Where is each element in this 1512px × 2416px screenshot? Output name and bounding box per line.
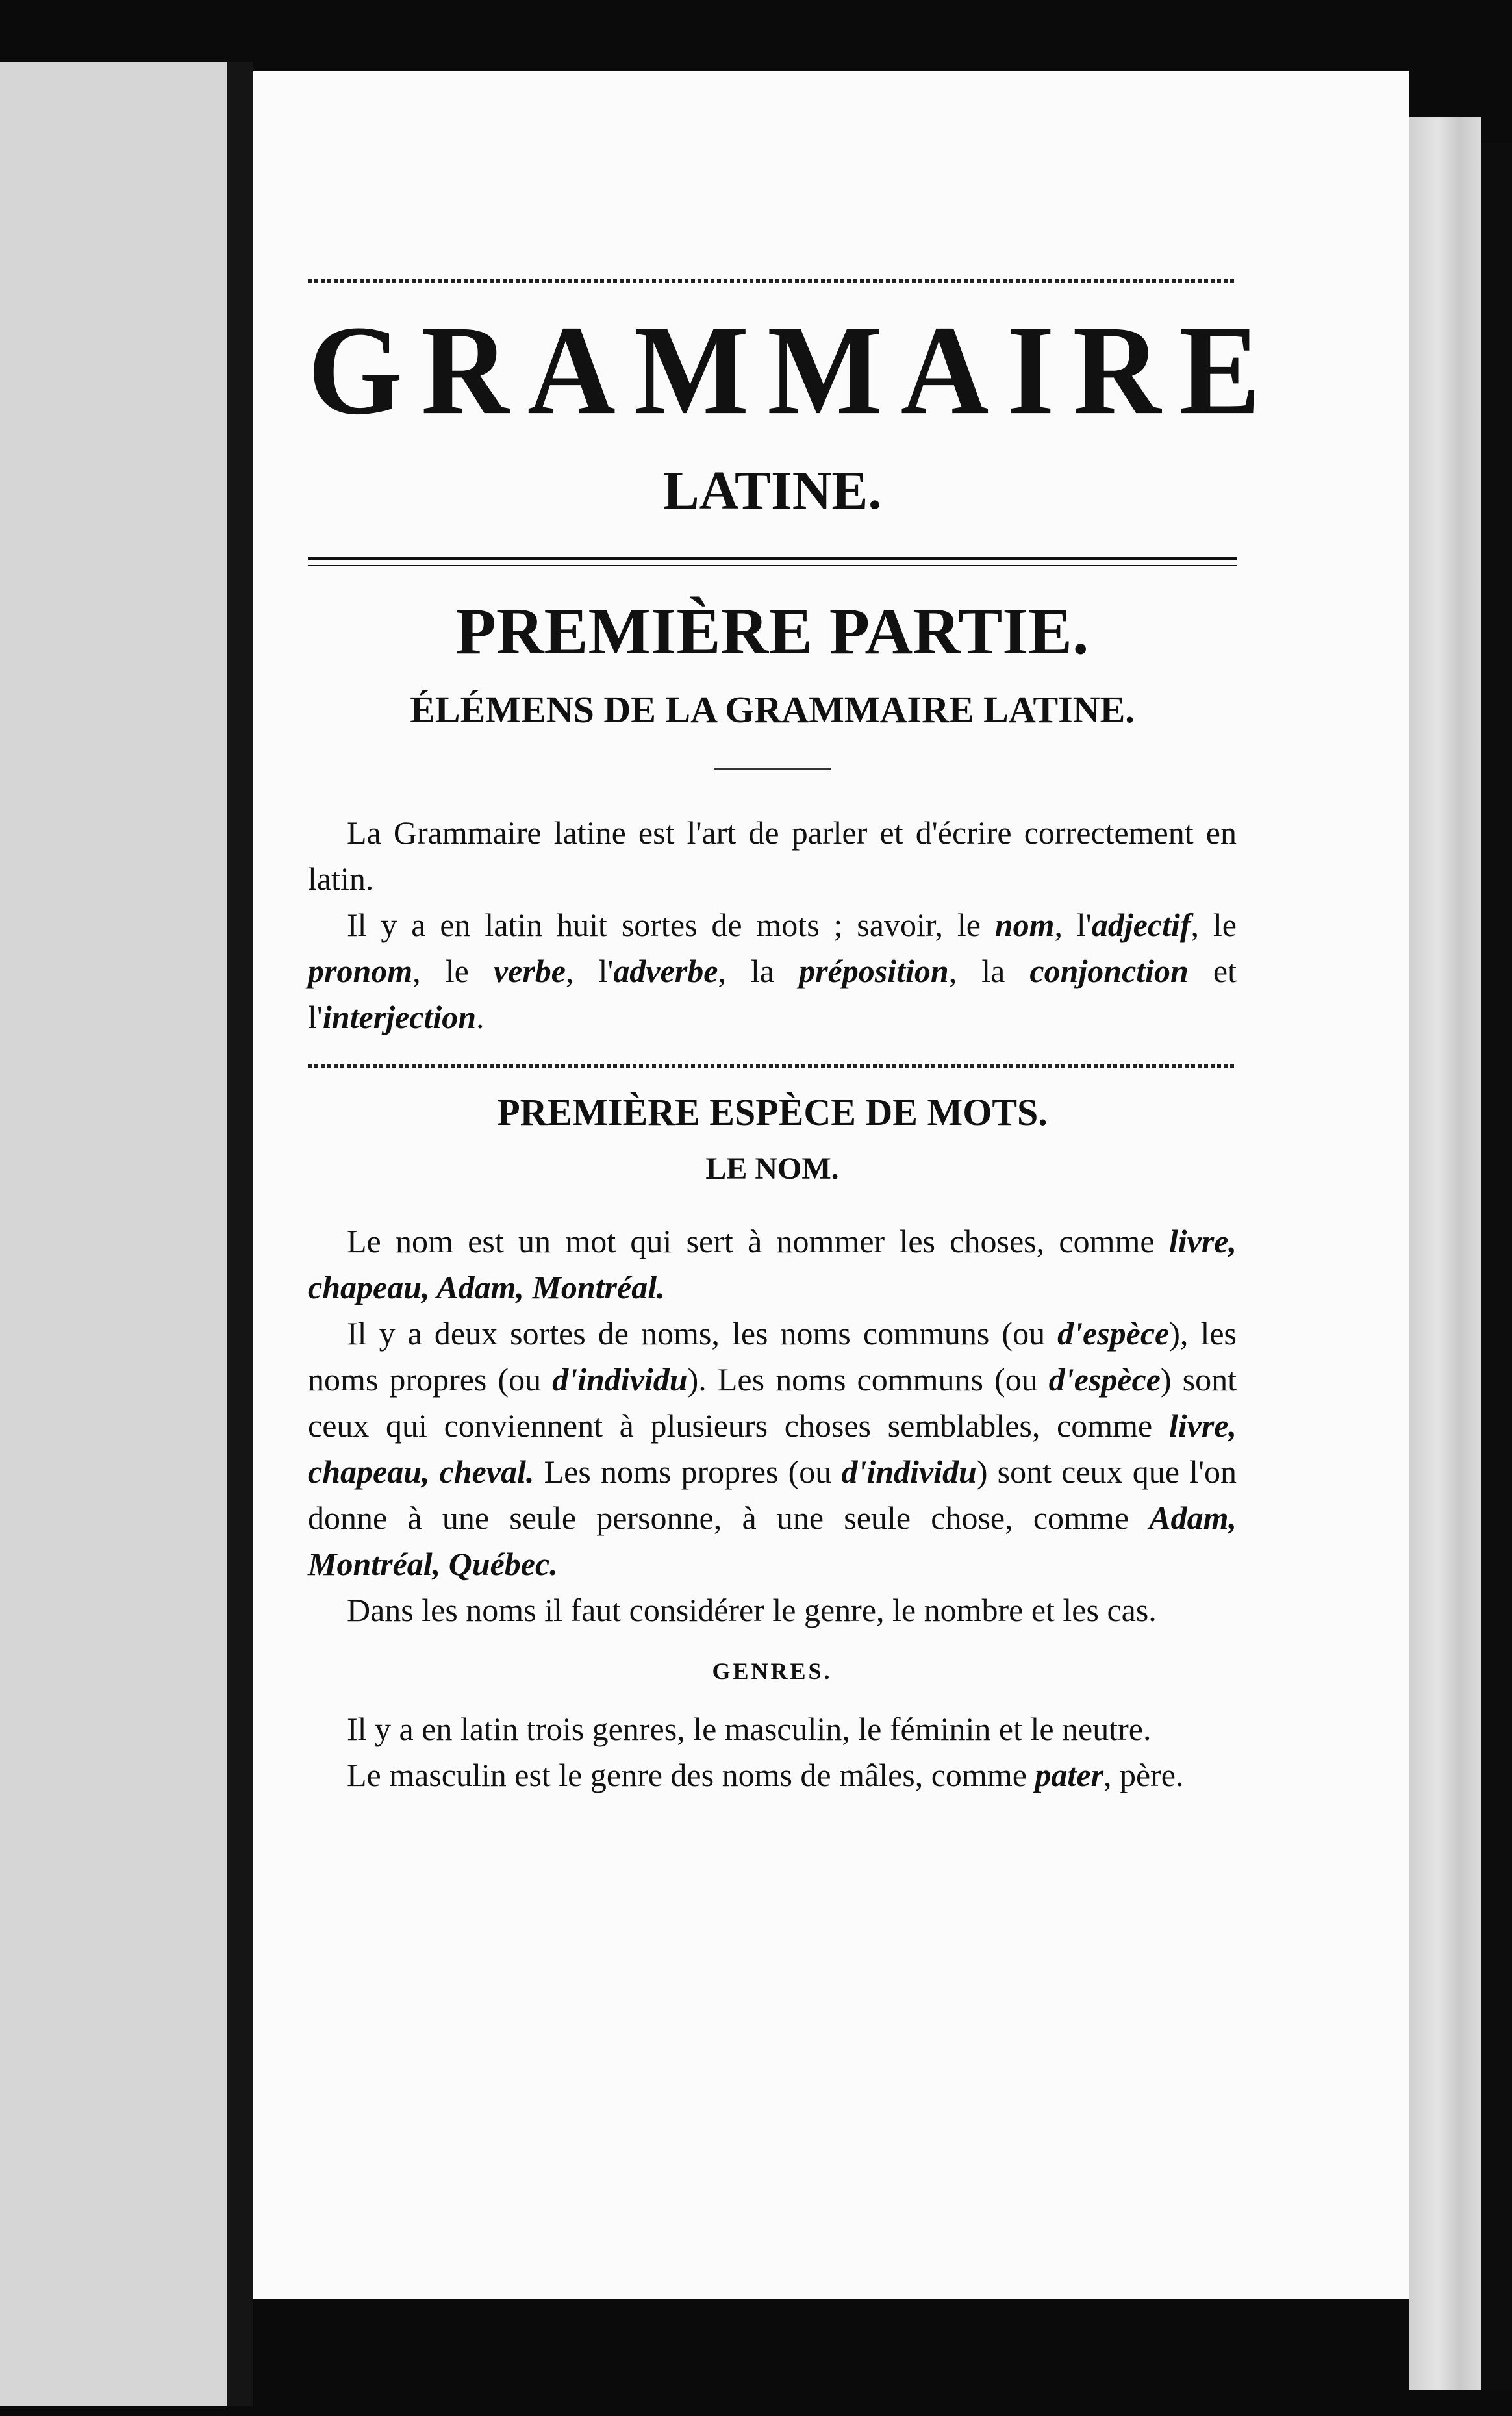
book-spine — [227, 62, 253, 2406]
nom-paragraph-1: Le nom est un mot qui sert à nommer les choses, comme livre, chapeau, Adam, Montréal. — [308, 1223, 1237, 1305]
page-edges — [1409, 117, 1481, 2390]
top-ornamental-rule — [308, 279, 1237, 283]
scan-border — [1481, 143, 1512, 2390]
genres-paragraph-2: Le masculin est le genre des noms de mâles, comme pater, père. — [347, 1757, 1184, 1793]
section-title: PREMIÈRE ESPÈCE DE MOTS. — [497, 1091, 1048, 1133]
short-rule — [714, 768, 831, 770]
part-title: PREMIÈRE PARTIE. — [455, 595, 1089, 668]
intro-paragraph-2: Il y a en latin huit sortes de mots ; savoir, le nom, l'adjectif, le pronom, le verbe, l'adverbe, la préposition, la conjonction et l'interjection. — [308, 907, 1237, 1035]
section-ornamental-rule — [308, 1064, 1237, 1068]
facing-page — [0, 62, 227, 2406]
intro-section — [308, 810, 1237, 1040]
part-subtitle: ÉLÉMENS DE LA GRAMMAIRE LATINE. — [410, 688, 1135, 731]
genres-section — [308, 1706, 1237, 1798]
genres-paragraph-1: Il y a en latin trois genres, le masculin, le féminin et le neutre. — [347, 1711, 1152, 1747]
section-subtitle: LE NOM. — [705, 1151, 839, 1186]
nom-paragraph-2: Il y a deux sortes de noms, les noms communs (ou d'espèce), les noms propres (ou d'individu). Les noms communs (ou d'espèce) sont ceux qui conviennent à plusieurs choses semblables, comme livre, chapeau, cheval. Les noms propres (ou d'individu) sont ceux que l'on donne à une seule personne, à une seule chose, comme Adam, Montréal, Québec. — [308, 1315, 1237, 1582]
intro-paragraph-1: La Grammaire latine est l'art de parler et d'écrire correctement en latin. — [308, 814, 1237, 897]
genres-heading: GENRES. — [712, 1658, 833, 1684]
nom-paragraph-3: Dans les noms il faut considérer le genre, le nombre et les cas. — [347, 1592, 1157, 1628]
double-rule — [308, 557, 1237, 566]
nom-section — [308, 1218, 1237, 1633]
book-title: GRAMMAIRE — [308, 298, 1279, 442]
book-subtitle: LATINE. — [662, 460, 882, 521]
page-content — [308, 279, 1279, 1798]
